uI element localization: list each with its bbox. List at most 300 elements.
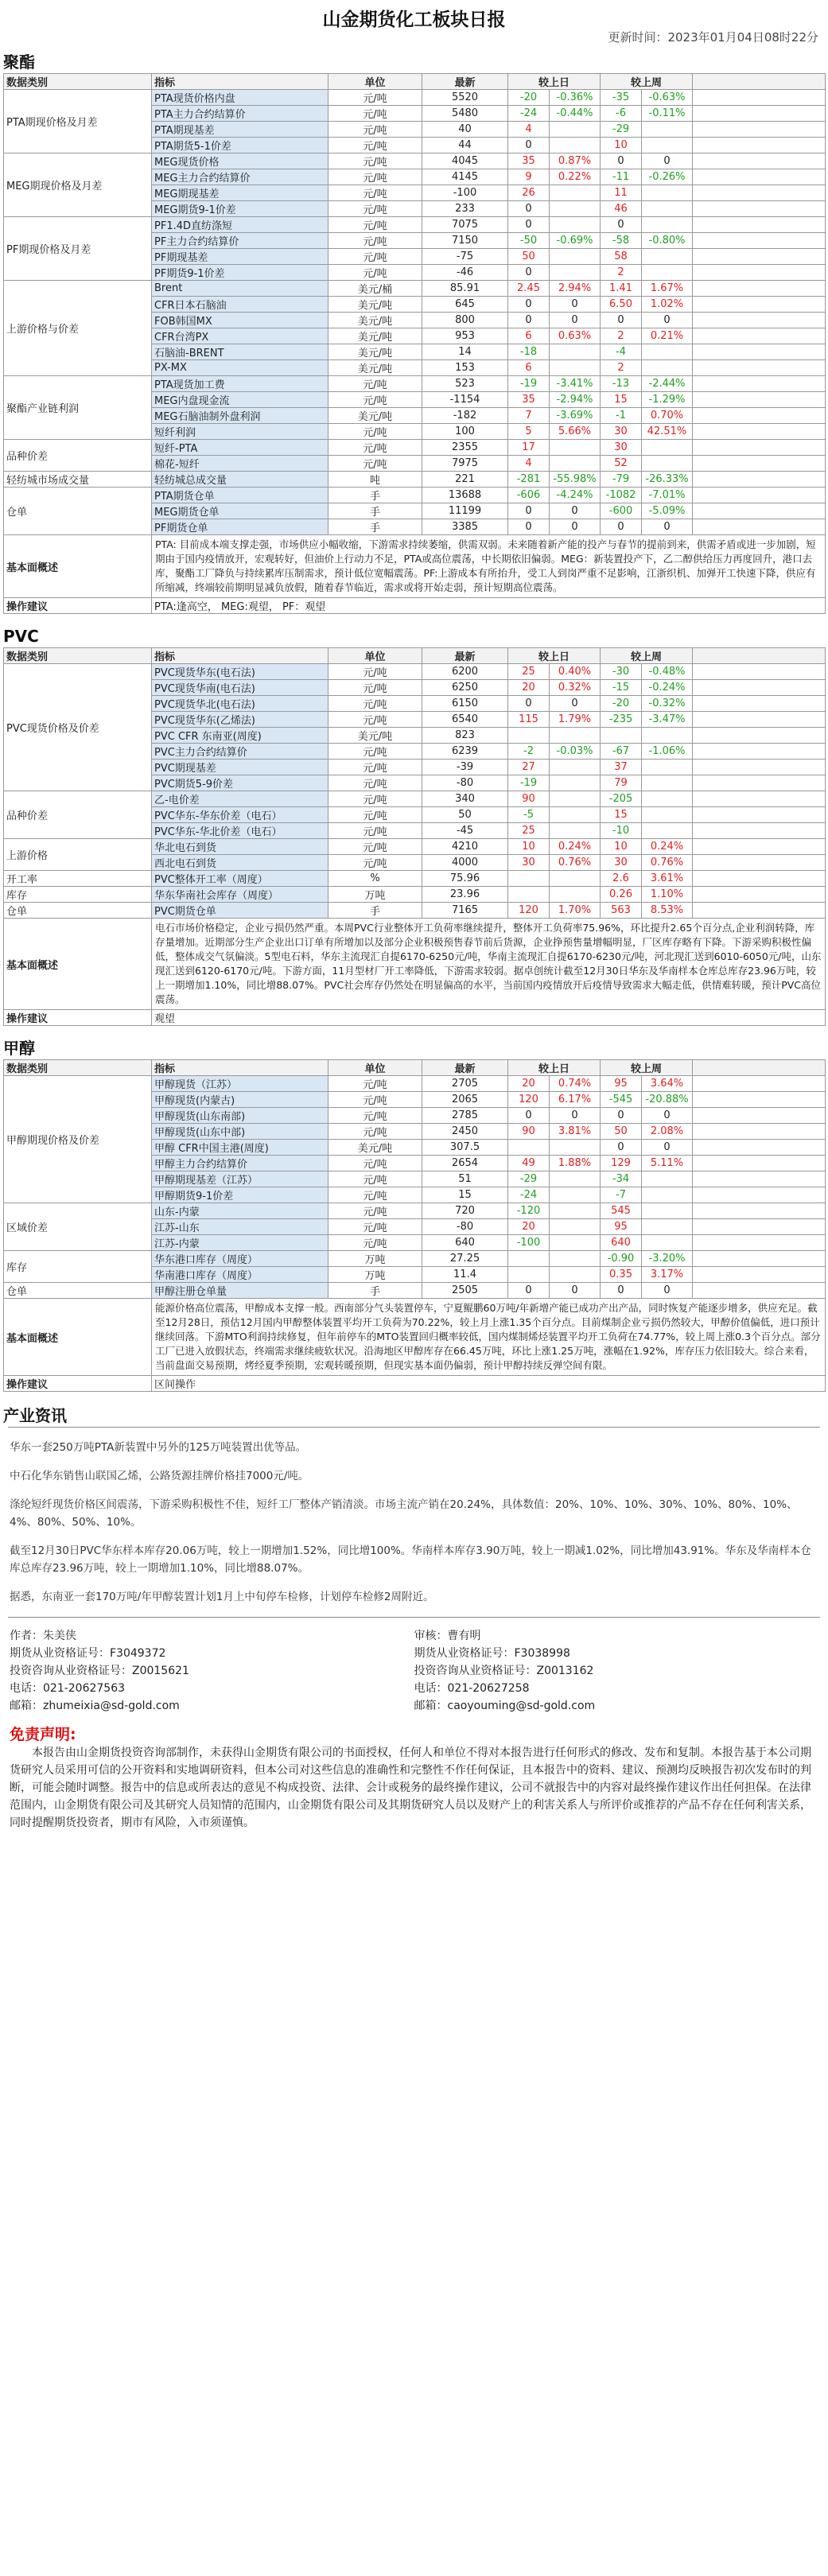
pvc-table [3, 647, 826, 1026]
week-change-cell: 95 [601, 1219, 642, 1235]
day-pct-cell [550, 1171, 601, 1187]
week-change-cell: -205 [601, 791, 642, 807]
advice-label: 操作建议 [4, 1376, 152, 1392]
blank-cell [693, 201, 826, 217]
indicator-cell: PTA期货仓单 [152, 488, 328, 503]
reviewer-name: 审核：曹有明 [414, 1630, 481, 1642]
latest-cell: -182 [422, 408, 508, 424]
blank-cell [693, 728, 826, 744]
day-pct-cell [550, 1219, 601, 1235]
day-pct-cell: -0.44% [550, 106, 601, 122]
indicator-cell: PTA现货价格内盘 [152, 90, 328, 106]
unit-cell: 万吨 [328, 1251, 422, 1267]
day-change-cell: 49 [508, 1156, 550, 1171]
blank-cell [693, 696, 826, 712]
week-pct-cell: 1.10% [642, 887, 693, 903]
week-change-cell: 46 [601, 201, 642, 217]
day-change-cell: 0 [508, 201, 550, 217]
author-mail: 邮箱：zhumeixia@sd-gold.com [10, 1700, 180, 1712]
blank-cell [693, 680, 826, 696]
indicator-cell: PVC现货华南(电石法) [152, 680, 328, 696]
row-category: 开工率 [4, 871, 152, 887]
table-row [4, 871, 826, 887]
unit-cell: 元/吨 [328, 90, 422, 106]
indicator-cell: 甲醇注册仓单量 [152, 1283, 328, 1299]
latest-cell: 800 [422, 313, 508, 328]
day-pct-cell [550, 122, 601, 138]
week-change-cell: -15 [601, 680, 642, 696]
week-pct-cell [642, 456, 693, 472]
table-row [4, 440, 826, 456]
day-change-cell: 0 [508, 138, 550, 153]
latest-cell: 11199 [422, 503, 508, 519]
day-pct-cell [550, 1187, 601, 1203]
blank-cell [693, 472, 826, 488]
week-pct-cell: 5.11% [642, 1156, 693, 1171]
blank-cell [693, 1283, 826, 1299]
day-pct-cell [550, 217, 601, 233]
unit-cell: 万吨 [328, 887, 422, 903]
latest-cell: 6540 [422, 712, 508, 728]
week-pct-cell: -0.26% [642, 169, 693, 185]
table-row [4, 1251, 826, 1267]
blank-cell [693, 823, 826, 839]
indicator-cell: PTA期货5-1价差 [152, 138, 328, 153]
day-pct-cell: 0.22% [550, 169, 601, 185]
latest-cell: 23.96 [422, 887, 508, 903]
indicator-cell: 甲醇现货(山东南部) [152, 1108, 328, 1124]
summary-text: 能源价格高位震荡，甲醇成本支撑一般。西南部分气头装置停车，宁夏鲲鹏60万吨/年新增产能已成功产出产品，同时恢复产能逐步增多，供应充足。截至12月28日，预估12月国内甲醇整体装置平均开工负荷为70.22%，较上月上涨1.35个百分点。目前煤制企业亏损仍然较大，甲醇价值偏低，进口预计继续回落。下游MTO利润持续修复，但年前停车的MTO装置回归概率较低，国内煤制烯烃装置平均开工负荷在74.77%，较上周上涨0.3个百分点。部分工厂已进入放假状态，终端需求继续疲软状况。沿海地区甲醇库存在66.45万吨，环比上涨1.25万吨，涨幅在1.92%，库存压力依旧较大。综合来看，当前盘面交易预期，烤经夏季预期，宏观转暖预期，但现实基本面仍偏弱，预计甲醇持续反弹空间有限。 [152, 1299, 826, 1376]
day-pct-cell [550, 823, 601, 839]
latest-cell: 823 [422, 728, 508, 744]
day-change-cell: 10 [508, 839, 550, 855]
day-change-cell: 17 [508, 440, 550, 456]
latest-cell: 221 [422, 472, 508, 488]
advice-text: 区间操作 [152, 1376, 826, 1392]
day-change-cell: 4 [508, 122, 550, 138]
latest-cell: -80 [422, 1219, 508, 1235]
day-pct-cell: 0 [550, 1108, 601, 1124]
blank-cell [693, 1187, 826, 1203]
blank-cell [693, 122, 826, 138]
day-change-cell: 20 [508, 1076, 550, 1092]
day-pct-cell [550, 185, 601, 201]
blank-cell [693, 106, 826, 122]
latest-cell: 50 [422, 807, 508, 823]
week-pct-cell: 0.24% [642, 839, 693, 855]
header-week-change: 较上周 [601, 1060, 693, 1076]
blank-cell [693, 855, 826, 871]
news-item: 华东一套250万吨PTA新装置中另外的125万吨装置出优等品。 [10, 1441, 307, 1454]
disclaimer-text: 本报告由山金期货投资咨询部制作，未获得山金期货有限公司的书面授权，任何人和单位不得对本报告进行任何形式的修改、发布和复制。本报告基于本公司期货研究人员采用可信的公开资料和实地调研资料，但本公司对这些信息的准确性和完整性不作任何保证，且本报告中的资料、建议、预测均反映报告初次发布时的判断，可能会随时调整。报告中的信息或所表达的意见不构成投资、法律、会计或税务的最终操作建议，公司不就报告中的内容对最终操作建议作出任何担保。在法律范围内，山金期货有限公司及其研究人员知情的范围内，山金期货有限公司及其期货研究人员以及财产上的利害关系人与所评价或推荐的产品不存在任何利害关系，同时提醒期货投资者，期市有风险，入市须谨慎。 [10, 1746, 811, 1829]
day-pct-cell: 6.17% [550, 1092, 601, 1108]
week-pct-cell [642, 775, 693, 791]
week-change-cell: 2.6 [601, 871, 642, 887]
latest-cell: 14 [422, 344, 508, 360]
indicator-cell: 甲醇 CFR中国主港(周度) [152, 1140, 328, 1156]
latest-cell: -75 [422, 249, 508, 265]
week-change-cell: -6 [601, 106, 642, 122]
day-change-cell: -5 [508, 807, 550, 823]
unit-cell: 万吨 [328, 1267, 422, 1283]
indicator-cell: CFR日本石脑油 [152, 297, 328, 313]
day-pct-cell: 5.66% [550, 424, 601, 440]
section-title-pvc: PVC [3, 627, 39, 646]
indicator-cell: PVC整体开工率（周度） [152, 871, 328, 887]
latest-cell: 100 [422, 424, 508, 440]
author-inv-cert: 投资咨询从业资格证号：Z0015621 [10, 1665, 189, 1677]
reviewer-mail: 邮箱：caoyouming@sd-gold.com [414, 1700, 596, 1712]
day-pct-cell: -0.03% [550, 744, 601, 760]
indicator-cell: 甲醇期货9-1价差 [152, 1187, 328, 1203]
indicator-cell: 轻纺城总成交量 [152, 472, 328, 488]
indicator-cell: PTA现货加工费 [152, 376, 328, 392]
week-pct-cell: 1.67% [642, 281, 693, 297]
week-change-cell: 10 [601, 138, 642, 153]
row-category: PF期现价格及月差 [4, 217, 152, 281]
summary-label: 基本面概述 [4, 919, 152, 1010]
day-pct-cell: 1.88% [550, 1156, 601, 1171]
day-change-cell: -19 [508, 376, 550, 392]
unit-cell: 元/吨 [328, 169, 422, 185]
week-change-cell: 37 [601, 760, 642, 775]
indicator-cell: 华南港口库存（周度） [152, 1267, 328, 1283]
blank-cell [693, 138, 826, 153]
week-change-cell: 30 [601, 440, 642, 456]
week-pct-cell [642, 360, 693, 376]
summary-row [4, 1299, 826, 1376]
latest-cell: -100 [422, 185, 508, 201]
indicator-cell: PVC华东-华北价差（电石） [152, 823, 328, 839]
news-title: 产业资讯 [3, 1406, 67, 1425]
indicator-cell: 江苏-山东 [152, 1219, 328, 1235]
week-pct-cell: -0.48% [642, 664, 693, 680]
week-pct-cell: 0 [642, 1283, 693, 1299]
indicator-cell: PVC期现基差 [152, 760, 328, 775]
week-pct-cell: -1.06% [642, 744, 693, 760]
table-row [4, 903, 826, 919]
latest-cell: 2505 [422, 1283, 508, 1299]
day-pct-cell: 0 [550, 297, 601, 313]
day-change-cell: 25 [508, 664, 550, 680]
week-change-cell: 6.50 [601, 297, 642, 313]
week-pct-cell: 1.02% [642, 297, 693, 313]
row-category: MEG期现价格及月差 [4, 153, 152, 217]
week-change-cell: -29 [601, 122, 642, 138]
day-change-cell [508, 1267, 550, 1283]
day-change-cell: 0 [508, 519, 550, 535]
unit-cell: 美元/桶 [328, 281, 422, 297]
week-change-cell: 2 [601, 328, 642, 344]
unit-cell: 元/吨 [328, 664, 422, 680]
week-pct-cell: 8.53% [642, 903, 693, 919]
table-row [4, 664, 826, 680]
header-category: 数据类别 [4, 648, 152, 664]
week-pct-cell: -20.88% [642, 1092, 693, 1108]
week-pct-cell [642, 791, 693, 807]
blank-cell [693, 664, 826, 680]
week-pct-cell: -0.63% [642, 90, 693, 106]
header-unit: 单位 [328, 74, 422, 90]
unit-cell: 美元/吨 [328, 360, 422, 376]
day-pct-cell [550, 201, 601, 217]
day-pct-cell: 0.32% [550, 680, 601, 696]
news-list [3, 1428, 825, 1606]
week-change-cell: 11 [601, 185, 642, 201]
week-change-cell: 2 [601, 360, 642, 376]
indicator-cell: 山东-内蒙 [152, 1203, 328, 1219]
blank-cell [693, 1092, 826, 1108]
latest-cell: 2450 [422, 1124, 508, 1140]
week-change-cell: 15 [601, 392, 642, 408]
header-day-change: 较上日 [508, 74, 601, 90]
week-pct-cell: -3.20% [642, 1251, 693, 1267]
unit-cell: 手 [328, 1283, 422, 1299]
unit-cell: 元/吨 [328, 456, 422, 472]
latest-cell: 6250 [422, 680, 508, 696]
day-change-cell: -2 [508, 744, 550, 760]
latest-cell: 2785 [422, 1108, 508, 1124]
indicator-cell: PF期货9-1价差 [152, 265, 328, 281]
day-change-cell: 35 [508, 153, 550, 169]
news-item: 涤纶短纤现货价格区间震荡，下游采购积极性不佳，短纤工厂整体产销清淡。市场主流产销在20.24%，具体数值：20%、10%、10%、30%、10%、80%、10%、4%、80%、50%、10%。 [10, 1498, 798, 1529]
week-change-cell: -34 [601, 1171, 642, 1187]
latest-cell: 15 [422, 1187, 508, 1203]
section-title-methanol: 甲醇 [3, 1039, 35, 1058]
day-pct-cell: 0.87% [550, 153, 601, 169]
blank-cell [693, 328, 826, 344]
day-change-cell: -50 [508, 233, 550, 249]
unit-cell: 元/吨 [328, 760, 422, 775]
unit-cell: 元/吨 [328, 1108, 422, 1124]
unit-cell: 元/吨 [328, 185, 422, 201]
week-pct-cell: 0 [642, 1140, 693, 1156]
week-change-cell: -30 [601, 664, 642, 680]
blank-cell [693, 839, 826, 855]
header-blank [693, 1060, 826, 1076]
indicator-cell: MEG内盘现金流 [152, 392, 328, 408]
week-pct-cell [642, 807, 693, 823]
unit-cell: 元/吨 [328, 392, 422, 408]
week-change-cell: -600 [601, 503, 642, 519]
unit-cell: 元/吨 [328, 1203, 422, 1219]
section-title-polyester: 聚酯 [3, 52, 35, 72]
week-change-cell: -0.90 [601, 1251, 642, 1267]
unit-cell: 元/吨 [328, 233, 422, 249]
indicator-cell: 华东港口库存（周度） [152, 1251, 328, 1267]
week-change-cell: -1 [601, 408, 642, 424]
table-row [4, 153, 826, 169]
day-change-cell: 0 [508, 217, 550, 233]
blank-cell [693, 185, 826, 201]
latest-cell: 75.96 [422, 871, 508, 887]
week-pct-cell: 3.64% [642, 1076, 693, 1092]
week-pct-cell: 0 [642, 313, 693, 328]
day-change-cell: -29 [508, 1171, 550, 1187]
week-pct-cell: 3.61% [642, 871, 693, 887]
unit-cell: 元/吨 [328, 153, 422, 169]
table-row [4, 90, 826, 106]
unit-cell: 元/吨 [328, 839, 422, 855]
advice-label: 操作建议 [4, 1010, 152, 1026]
day-pct-cell [550, 440, 601, 456]
blank-cell [693, 791, 826, 807]
latest-cell: 51 [422, 1171, 508, 1187]
row-category: 轻纺城市场成交量 [4, 472, 152, 488]
day-change-cell: 5 [508, 424, 550, 440]
day-change-cell: 7 [508, 408, 550, 424]
header-latest: 最新 [422, 74, 508, 90]
latest-cell: 153 [422, 360, 508, 376]
row-category: 仓单 [4, 488, 152, 535]
indicator-cell: MEG期货9-1价差 [152, 201, 328, 217]
week-pct-cell [642, 122, 693, 138]
day-pct-cell [550, 1235, 601, 1251]
day-change-cell: -18 [508, 344, 550, 360]
week-change-cell [601, 728, 642, 744]
indicator-cell: 短纤-PTA [152, 440, 328, 456]
latest-cell: 6150 [422, 696, 508, 712]
week-pct-cell [642, 249, 693, 265]
day-change-cell [508, 1140, 550, 1156]
day-change-cell: 25 [508, 823, 550, 839]
summary-label: 基本面概述 [4, 1299, 152, 1376]
day-change-cell: -281 [508, 472, 550, 488]
day-pct-cell [550, 871, 601, 887]
unit-cell: 元/吨 [328, 1076, 422, 1092]
latest-cell: 2705 [422, 1076, 508, 1092]
disclaimer-title: 免责声明: [10, 1726, 76, 1743]
latest-cell: 4000 [422, 855, 508, 871]
unit-cell: 元/吨 [328, 1219, 422, 1235]
week-pct-cell [642, 1219, 693, 1235]
week-pct-cell [642, 201, 693, 217]
update-time: 更新时间：2023年01月04日08时22分 [608, 30, 818, 45]
week-pct-cell [642, 185, 693, 201]
unit-cell: 手 [328, 903, 422, 919]
indicator-cell: 华东华南社会库存（周度） [152, 887, 328, 903]
day-change-cell [508, 1251, 550, 1267]
week-change-cell: -35 [601, 90, 642, 106]
day-change-cell: 2.45 [508, 281, 550, 297]
week-pct-cell [642, 1171, 693, 1187]
indicator-cell: 甲醇现货(内蒙古) [152, 1092, 328, 1108]
latest-cell: -1154 [422, 392, 508, 408]
week-pct-cell: -26.33% [642, 472, 693, 488]
day-change-cell: 35 [508, 392, 550, 408]
unit-cell: 元/吨 [328, 1092, 422, 1108]
week-change-cell: 95 [601, 1076, 642, 1092]
blank-cell [693, 360, 826, 376]
blank-cell [693, 297, 826, 313]
blank-cell [693, 519, 826, 535]
latest-cell: 2065 [422, 1092, 508, 1108]
blank-cell [693, 217, 826, 233]
week-pct-cell [642, 1235, 693, 1251]
latest-cell: 233 [422, 201, 508, 217]
news-item: 截至12月30日PVC华东样本库存20.06万吨，较上一期增加1.52%，同比增100%。华南样本库存3.90万吨，较上一期减1.02%，同比增加43.91%。华东及华南样本仓库总库存23.96万吨，较上一期增加1.10%，同比增88.07%。 [10, 1544, 811, 1575]
week-change-cell: 2 [601, 265, 642, 281]
row-category: 上游价格 [4, 839, 152, 871]
week-change-cell: 0 [601, 217, 642, 233]
latest-cell: 307.5 [422, 1140, 508, 1156]
week-change-cell: -235 [601, 712, 642, 728]
week-change-cell: 0.26 [601, 887, 642, 903]
day-pct-cell: -2.94% [550, 392, 601, 408]
day-change-cell: 120 [508, 1092, 550, 1108]
advice-row [4, 598, 826, 614]
week-pct-cell: -0.80% [642, 233, 693, 249]
week-pct-cell: 0 [642, 519, 693, 535]
table-row [4, 791, 826, 807]
day-change-cell: -606 [508, 488, 550, 503]
unit-cell: 元/吨 [328, 249, 422, 265]
day-change-cell: 0 [508, 1283, 550, 1299]
unit-cell: 美元/吨 [328, 408, 422, 424]
header-latest: 最新 [422, 648, 508, 664]
day-pct-cell [550, 265, 601, 281]
blank-cell [693, 440, 826, 456]
day-pct-cell: 0.74% [550, 1076, 601, 1092]
day-pct-cell: -0.36% [550, 90, 601, 106]
indicator-cell: MEG现货价格 [152, 153, 328, 169]
table-row [4, 376, 826, 392]
day-change-cell: -19 [508, 775, 550, 791]
day-change-cell: 20 [508, 680, 550, 696]
polyester-table [3, 73, 826, 614]
day-pct-cell: 0.76% [550, 855, 601, 871]
blank-cell [693, 807, 826, 823]
week-change-cell: -10 [601, 823, 642, 839]
unit-cell: 元/吨 [328, 122, 422, 138]
week-change-cell: 30 [601, 424, 642, 440]
blank-cell [693, 1235, 826, 1251]
day-change-cell: 6 [508, 360, 550, 376]
day-change-cell: -20 [508, 90, 550, 106]
latest-cell: 11.4 [422, 1267, 508, 1283]
day-change-cell: 30 [508, 855, 550, 871]
week-change-cell: 0 [601, 1108, 642, 1124]
week-pct-cell: 0 [642, 153, 693, 169]
table-row [4, 887, 826, 903]
indicator-cell: MEG石脑油制外盘利润 [152, 408, 328, 424]
indicator-cell: MEG期货仓单 [152, 503, 328, 519]
unit-cell: 元/吨 [328, 217, 422, 233]
latest-cell: -46 [422, 265, 508, 281]
blank-cell [693, 1156, 826, 1171]
blank-cell [693, 744, 826, 760]
week-pct-cell [642, 823, 693, 839]
week-change-cell: -20 [601, 696, 642, 712]
indicator-cell: PVC华东-华东价差（电石） [152, 807, 328, 823]
week-change-cell: 79 [601, 775, 642, 791]
week-pct-cell [642, 344, 693, 360]
day-change-cell: 0 [508, 503, 550, 519]
indicator-cell: PF期现基差 [152, 249, 328, 265]
latest-cell: 523 [422, 376, 508, 392]
unit-cell: 手 [328, 503, 422, 519]
day-change-cell: 6 [508, 328, 550, 344]
indicator-cell: 甲醇现货(山东中部) [152, 1124, 328, 1140]
indicator-cell: PF期货仓单 [152, 519, 328, 535]
header-latest: 最新 [422, 1060, 508, 1076]
week-change-cell: 15 [601, 807, 642, 823]
reviewer-cert: 期货从业资格证号：F3038998 [414, 1647, 570, 1660]
day-pct-cell: 0 [550, 696, 601, 712]
blank-cell [693, 392, 826, 408]
week-change-cell: 0 [601, 1140, 642, 1156]
table-row [4, 1283, 826, 1299]
